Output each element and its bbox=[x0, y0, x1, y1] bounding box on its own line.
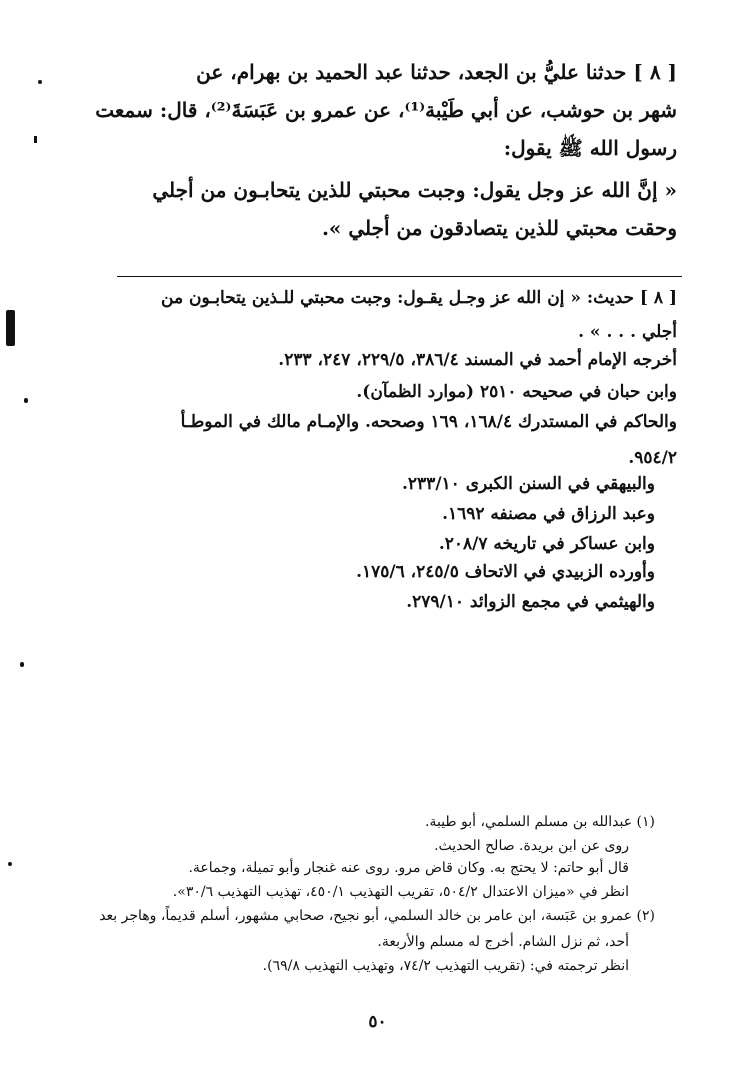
takhrij-line-1: [ ٨ ] حديث: « إن الله عز وجـل يقـول: وجبت محبتي للـذين يتحابـون من bbox=[161, 288, 677, 308]
takhrij-line-11: والهيثمي في مجمع الزوائد ٢٧٩/١٠. bbox=[406, 592, 655, 612]
takhrij-line-10: وأورده الزبيدي في الاتحاف ٢٤٥/٥، ١٧٥/٦. bbox=[356, 562, 655, 582]
scan-speck bbox=[38, 80, 42, 84]
footnote-line-6: أحد، ثم نزل الشام. أخرج له مسلم والأربعة. bbox=[377, 934, 629, 950]
separator-rule bbox=[117, 276, 682, 277]
footnote-line-5: (٢) عمرو بن عَبَسة، ابن عامر بن خالد السلمي، أبو نجيح، صحابي مشهور، أسلم قديماً، وهاجر بعد bbox=[99, 908, 655, 924]
footnote-line-1: (١) عبدالله بن مسلم السلمي، أبو طيبة. bbox=[424, 814, 655, 830]
hadith-line-1: [ ٨ ] حدثنا عليُّ بن الجعد، حدثنا عبد الحميد بن بهرام، عن bbox=[196, 60, 677, 84]
hadith-line-4: « إنَّ الله عز وجل يقول: وجبت محبتي للذين يتحابـون من أجلي bbox=[152, 178, 677, 202]
takhrij-line-8: وعبد الرزاق في مصنفه ١٦٩٢. bbox=[442, 504, 655, 524]
footnote-line-7: انظر ترجمته في: (تقريب التهذيب ٧٤/٢، وتهذيب التهذيب ٦٩/٨). bbox=[262, 958, 629, 974]
scan-speck bbox=[34, 136, 37, 143]
hadith-line-2: شهر بن حوشب، عن أبي طَيْبة⁽¹⁾، عن عمرو بن عَبَسَةَ⁽²⁾، قال: سمعت bbox=[95, 98, 677, 122]
hadith-line-3: رسول الله ﷺ يقول: bbox=[503, 136, 677, 160]
scan-speck bbox=[20, 662, 24, 667]
footnote-line-2: روى عن ابن بريدة. صالح الحديث. bbox=[434, 838, 629, 854]
takhrij-line-6: ٩٥٤/٢. bbox=[628, 448, 677, 468]
takhrij-line-5: والحاكم في المستدرك ١٦٨/٤، ١٦٩ وصححه. والإمـام مالك في الموطـأ bbox=[180, 412, 677, 432]
hadith-line-5: وحقت محبتي للذين يتصادقون من أجلي ». bbox=[321, 216, 677, 240]
scan-speck bbox=[24, 398, 28, 403]
takhrij-line-9: وابن عساكر في تاريخه ٢٠٨/٧. bbox=[438, 534, 655, 554]
scan-speck bbox=[8, 862, 12, 866]
takhrij-line-7: والبيهقي في السنن الكبرى ٢٣٣/١٠. bbox=[402, 474, 655, 494]
binding-shadow bbox=[6, 310, 15, 346]
takhrij-line-3: أخرجه الإمام أحمد في المسند ٣٨٦/٤، ٢٢٩/٥، ٢٤٧، ٢٣٣. bbox=[278, 350, 677, 370]
page-number: ٥٠ bbox=[368, 1012, 387, 1032]
takhrij-line-4: وابن حبان في صحيحه ٢٥١٠ (موارد الظمآن). bbox=[356, 382, 677, 402]
footnote-line-3: قال أبو حاتم: لا يحتج به. وكان قاض مرو. روى عنه غنجار وأبو تميلة، وجماعة. bbox=[188, 860, 629, 876]
footnote-line-4: انظر في «ميزان الاعتدال ٥٠٤/٢، تقريب التهذيب ٤٥٠/١، تهذيب التهذيب ٣٠/٦». bbox=[172, 884, 629, 900]
takhrij-line-2: أجلي . . . » . bbox=[578, 322, 677, 342]
